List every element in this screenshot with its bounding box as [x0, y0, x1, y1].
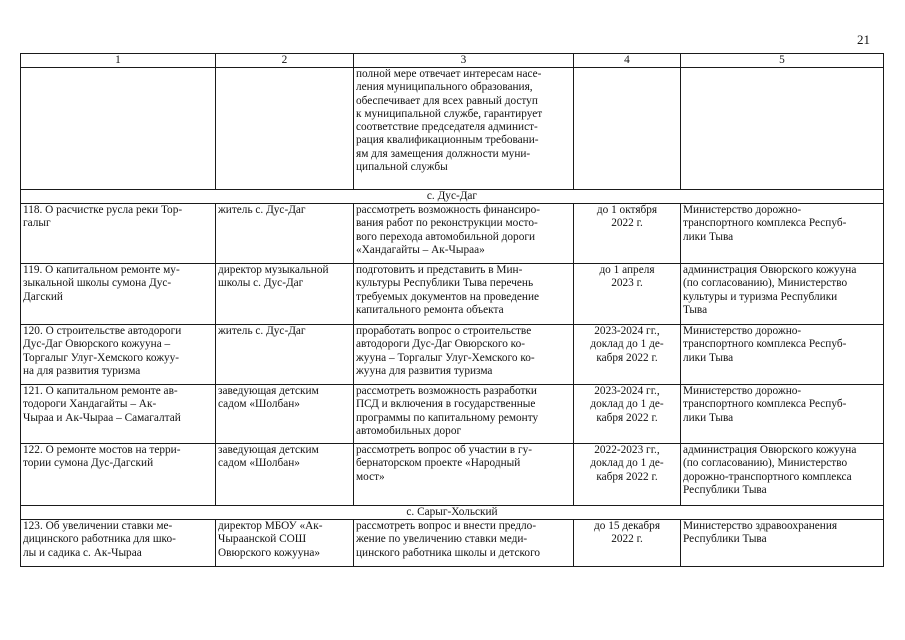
deadline-cell: 2023-2024 гг., доклад до 1 де- кабря 2022 г.	[574, 385, 681, 444]
measure-cell: рассмотреть возможность разработки ПСД и включения в государственные программы по капитальному ремонту автомобильных дорог	[354, 385, 574, 444]
table-row	[21, 264, 884, 325]
deadline-cell: 2023-2024 гг., доклад до 1 де- кабря 2022 г.	[574, 325, 681, 385]
continuation-cell-1	[21, 68, 216, 190]
measure-cell: рассмотреть вопрос об участии в гу- бернаторском проекте «Народный мост»	[354, 444, 574, 506]
section-title: с. Дус-Даг	[21, 190, 884, 204]
initiator-cell: житель с. Дус-Даг	[216, 325, 354, 385]
issue-cell: 122. О ремонте мостов на терри- тории сумона Дус-Дагский	[21, 444, 216, 506]
measures-table	[20, 53, 884, 567]
initiator-cell: житель с. Дус-Даг	[216, 204, 354, 264]
measure-cell: проработать вопрос о строительстве автодороги Дус-Даг Овюрского ко- жууна – Торгалыг Улуг-Хемского ко- жууна для развития туризма	[354, 325, 574, 385]
continuation-row	[21, 68, 884, 190]
table-row	[21, 444, 884, 506]
responsible-cell: Министерство дорожно- транспортного комплекса Респуб- лики Тыва	[681, 325, 884, 385]
continuation-cell-5	[681, 68, 884, 190]
issue-cell: 123. Об увеличении ставки ме- дицинского работника для шко- лы и садика с. Ак-Чыраа	[21, 520, 216, 567]
table-row	[21, 520, 884, 567]
deadline-cell: до 1 апреля 2023 г.	[574, 264, 681, 325]
section-row-dus-dag	[21, 190, 884, 204]
issue-cell: 121. О капитальном ремонте ав- тодороги Хандагайты – Ак- Чыраа и Ак-Чыраа – Самагалтай	[21, 385, 216, 444]
continuation-cell-3: полной мере отвечает интересам насе- ления муниципального образования, обеспечивает для всех равный доступ к муниципальной службе, гарантирует соответствие председателя админист- рация квалификационным требовани- ям для замещения должности муни- ципальной службы	[354, 68, 574, 190]
column-number-2: 2	[216, 54, 354, 68]
deadline-cell: 2022-2023 гг., доклад до 1 де- кабря 2022 г.	[574, 444, 681, 506]
page-number: 21	[857, 32, 870, 47]
section-title: с. Сарыг-Хольский	[21, 506, 884, 520]
measure-cell: рассмотреть вопрос и внести предло- жение по увеличению ставки меди- цинского работника школы и детского	[354, 520, 574, 567]
responsible-cell: администрация Овюрского кожууна (по согласованию), Министерство культуры и туризма Республики Тыва	[681, 264, 884, 325]
initiator-cell: заведующая детским садом «Шолбан»	[216, 444, 354, 506]
deadline-cell: до 1 октября 2022 г.	[574, 204, 681, 264]
column-number-4: 4	[574, 54, 681, 68]
responsible-cell: Министерство дорожно- транспортного комплекса Респуб- лики Тыва	[681, 204, 884, 264]
initiator-cell: директор музыкальной школы с. Дус-Даг	[216, 264, 354, 325]
responsible-cell: Министерство здравоохранения Республики Тыва	[681, 520, 884, 567]
responsible-cell: Министерство дорожно- транспортного комплекса Респуб- лики Тыва	[681, 385, 884, 444]
issue-cell: 118. О расчистке русла реки Тор- галыг	[21, 204, 216, 264]
table-row	[21, 325, 884, 385]
issue-cell: 120. О строительстве автодороги Дус-Даг Овюрского кожууна – Торгалыг Улуг-Хемского кожуу- на для развития туризма	[21, 325, 216, 385]
column-number-1: 1	[21, 54, 216, 68]
measure-cell: подготовить и представить в Мин- культуры Республики Тыва перечень требуемых документов на проведение капитального ремонта объекта	[354, 264, 574, 325]
initiator-cell: заведующая детским садом «Шолбан»	[216, 385, 354, 444]
issue-cell: 119. О капитальном ремонте му- зыкальной школы сумона Дус- Дагский	[21, 264, 216, 325]
measure-cell: рассмотреть возможность финансиро- вания работ по реконструкции мосто- вого перехода автомобильной дороги «Хандагайты – Ак-Чыраа»	[354, 204, 574, 264]
column-number-row	[21, 54, 884, 68]
table-row	[21, 385, 884, 444]
deadline-cell: до 15 декабря 2022 г.	[574, 520, 681, 567]
column-number-5: 5	[681, 54, 884, 68]
continuation-cell-4	[574, 68, 681, 190]
responsible-cell: администрация Овюрского кожууна (по согласованию), Министерство дорожно-транспортного комплекса Республики Тыва	[681, 444, 884, 506]
continuation-cell-2	[216, 68, 354, 190]
column-number-3: 3	[354, 54, 574, 68]
table-row	[21, 204, 884, 264]
section-row-saryg-holsky	[21, 506, 884, 520]
initiator-cell: директор МБОУ «Ак- Чыраанской СОШ Овюрского кожууна»	[216, 520, 354, 567]
